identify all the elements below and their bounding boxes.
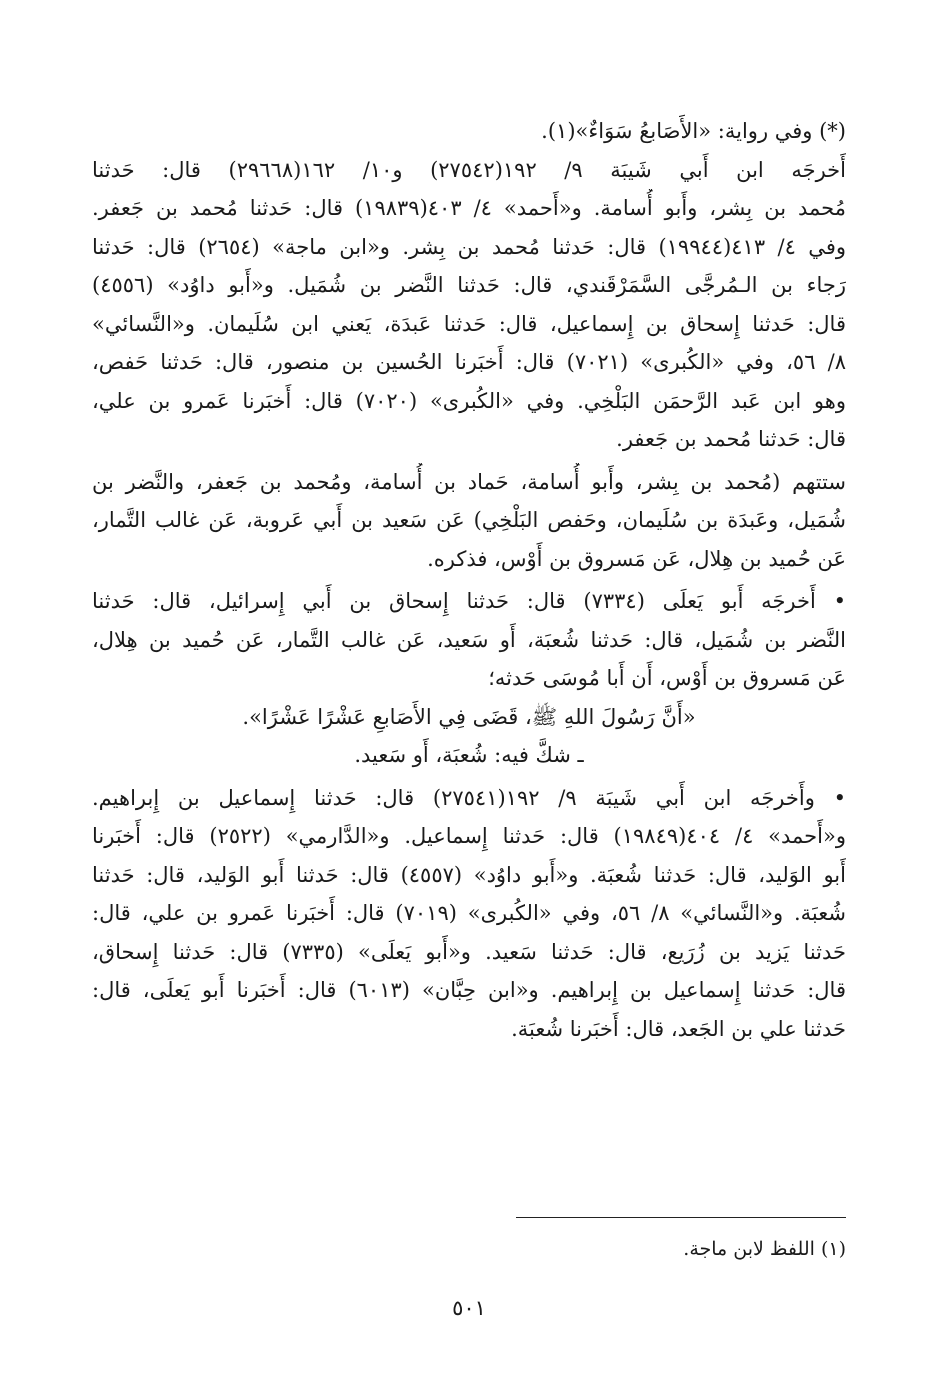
text-line: ستتهم (مُحمد بن بِشر، وأَبو أُسامة، حَماد بن أُسامة، ومُحمد بن جَعفر، والنَّضر بن: [92, 469, 846, 494]
text-line: قال: حَدثنا مُحمد بن جَعفر.: [616, 427, 846, 451]
hadith-quote-line: «أَنَّ رَسُولَ اللهِ ﷺ، قَضَى فِي الأَصَابعِ عَشْرًا عَشْرًا».: [242, 704, 696, 729]
text-line: أَبو الوَليد، قال: حَدثنا شُعبَة. و«أَبو داوُد» (٤٥٥٧) قال: حَدثنا أَبو الوَليد، قال: حَدثنا: [92, 862, 846, 887]
text-line: النَّضر بن شُمَيل، قال: حَدثنا شُعبَة، أَو سَعيد، عَن غالب التَّمار، عَن حُميد بن هِلال،: [92, 627, 846, 652]
text-line: رَجاء بن الـمُرجَّى السَّمَرْقَندي، قال: حَدثنا النَّضر بن شُمَيل. و«أَبو داوُد» (٤٥٥٦): [92, 273, 846, 297]
text-line: • أَخرجَه أَبو يَعلَى (٧٣٣٤) قال: حَدثنا إِسحاق بن أَبي إِسرائيل، قال: حَدثنا: [92, 589, 846, 613]
hadith-quote-line: ـ شكَّ فيه: شُعبَة، أَو سَعيد.: [354, 743, 584, 767]
text-line: حَدثنا يَزيد بن زُرَيع، قال: حَدثنا سَعيد. و«أَبو يَعلَى» (٧٣٣٥) قال: حَدثنا إِسحاق،: [92, 939, 846, 964]
text-line: حَدثنا علي بن الجَعد، قال: أَخبَرنا شُعبَة.: [511, 1016, 846, 1041]
text-line: شُعبَة. و«النَّسائي» ٨/ ٥٦، وفي «الكُبرى» (٧٠١٩) قال: أَخبَرنا عَمرو بن علي، قال:: [92, 901, 846, 925]
text-line: • وأَخرجَه ابن أَبي شَيبَة ٩/ ١٩٢(٢٧٥٤١) قال: حَدثنا إِسماعيل بن إِبراهيم.: [92, 785, 846, 810]
text-line: قال: حَدثنا إِسماعيل بن إِبراهيم. و«ابن حِبَّان» (٦٠١٣) قال: أَخبَرنا أَبو يَعلَى، قال:: [92, 978, 846, 1002]
text-line: و«أَحمد» ٤/ ٤٠٤(١٩٨٤٩) قال: حَدثنا إِسماعيل. و«الدَّارمي» (٢٥٢٢) قال: أَخبَرنا: [92, 824, 846, 848]
text-line: وفي ٤/ ٤١٣(١٩٩٤٤) قال: حَدثنا مُحمد بن بِشر. و«ابن ماجة» (٢٦٥٤) قال: حَدثنا: [92, 234, 846, 259]
text-line: قال: حَدثنا إِسحاق بن إِسماعيل، قال: حَدثنا عَبدَة، يَعني ابن سُلَيمان. و«النَّسائي»: [92, 311, 846, 336]
page-body: [92, 112, 846, 1048]
page-number: ٥٠١: [452, 1296, 486, 1320]
text-line: عَن حُميد بن هِلال، عَن مَسروق بن أَوْس، فذكره.: [427, 546, 846, 571]
text-line: شُمَيل، وعَبدَة بن سُلَيمان، وحَفص البَلْخِي) عَن سَعيد بن أَبي عَروبة، عَن غالب التَّمار،: [92, 508, 846, 532]
text-line: أَخرجَه ابن أَبي شَيبَة ٩/ ١٩٢(٢٧٥٤٢) و١٠/ ١٦٢(٢٩٦٦٨) قال: حَدثنا: [92, 157, 846, 182]
footnote: (١) اللفظ لابن ماجة.: [683, 1238, 846, 1260]
text-line: ٨/ ٥٦، وفي «الكُبرى» (٧٠٢١) قال: أَخبَرنا الحُسين بن منصور، قال: حَدثنا حَفص،: [92, 350, 846, 374]
text-line: وهو ابن عَبد الرَّحمَن البَلْخِي. وفي «الكُبرى» (٧٠٢٠) قال: أَخبَرنا عَمرو بن علي،: [92, 388, 846, 413]
text-line: مُحمد بن بِشر، وأَبو أُسامة. و«أَحمد» ٤/ ٤٠٣(١٩٨٣٩) قال: حَدثنا مُحمد بن جَعفر.: [92, 196, 846, 220]
text-line: (*) وفي رواية: «الأَصَابعُ سَوَاءٌ»(١).: [541, 119, 846, 143]
text-line: عَن مَسروق بن أَوْس، أَن أَبا مُوسَى حَدثه؛: [488, 666, 846, 690]
footnote-divider: [516, 1217, 846, 1218]
